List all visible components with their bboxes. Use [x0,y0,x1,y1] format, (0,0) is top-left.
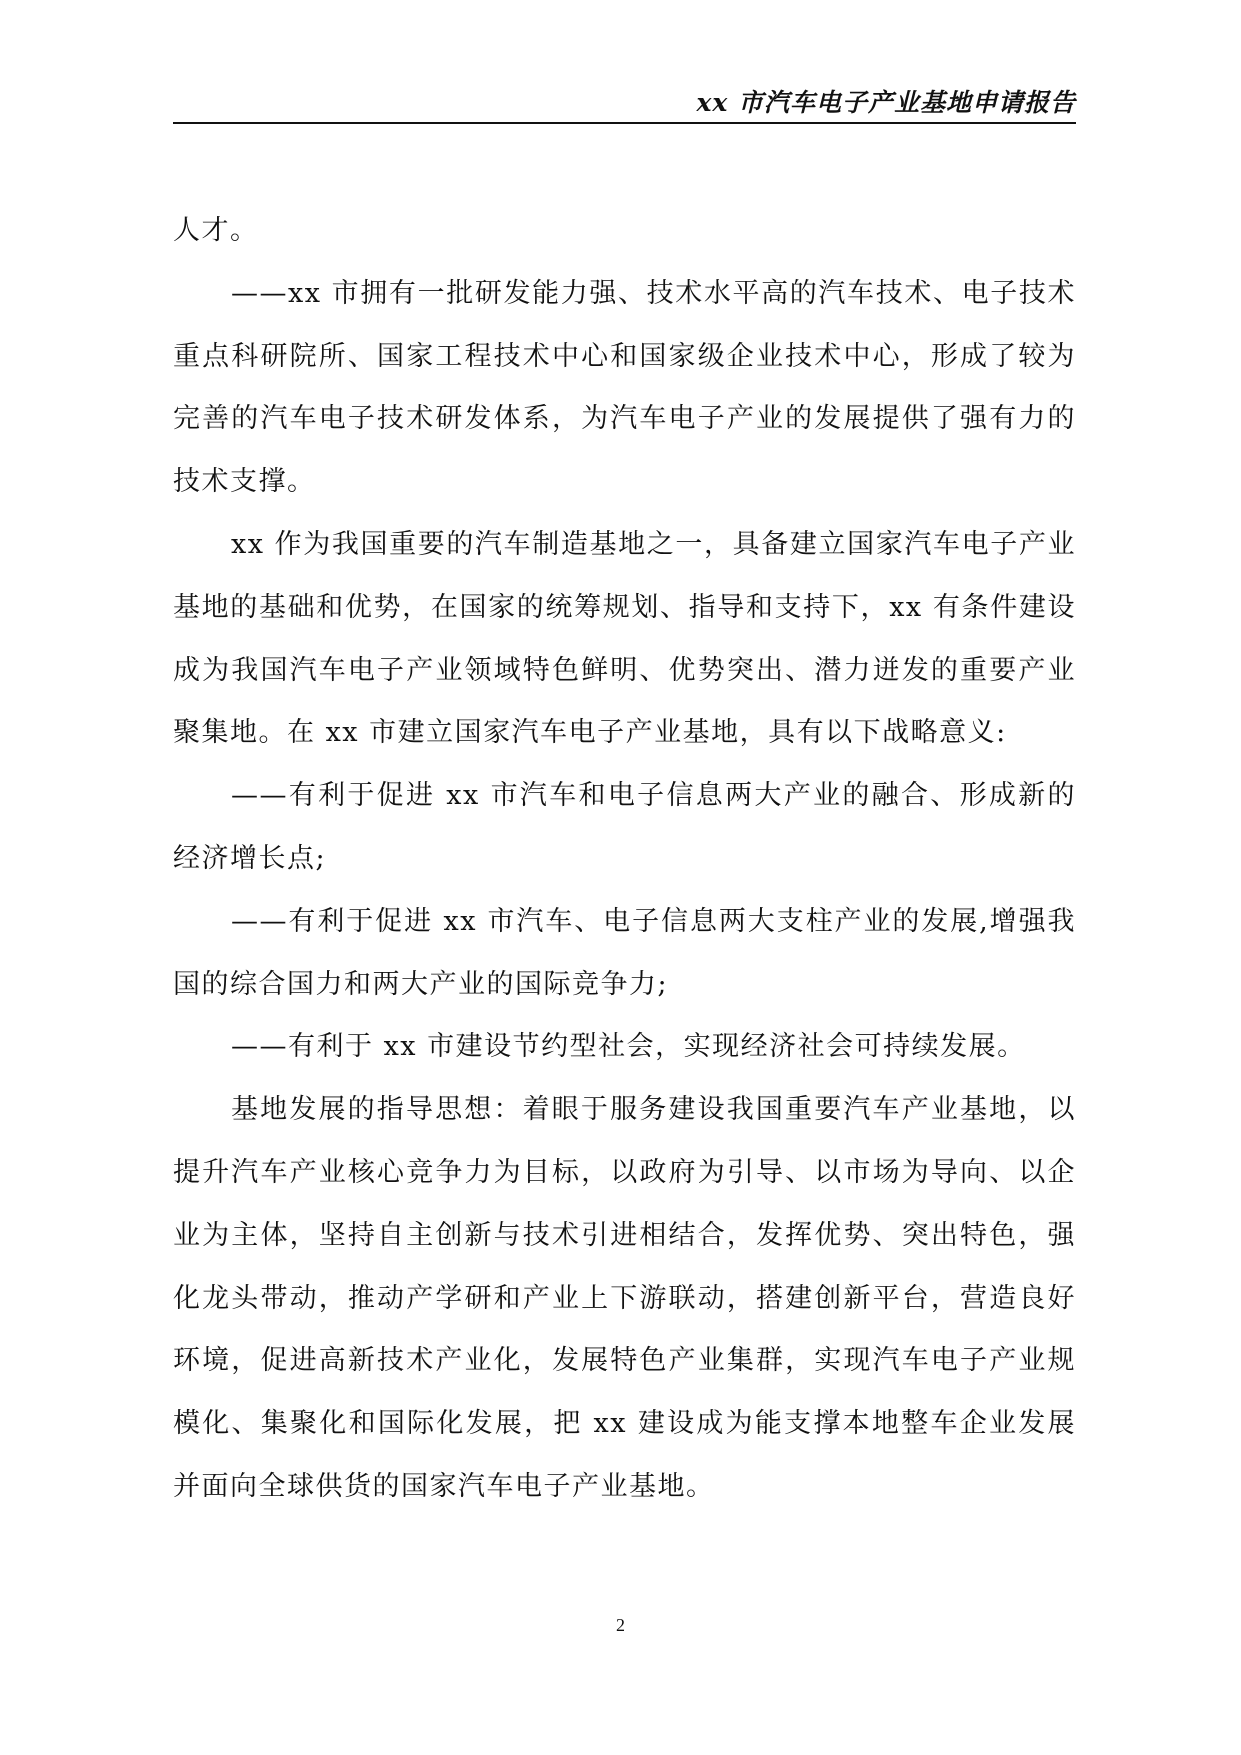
paragraph: xx 作为我国重要的汽车制造基地之一，具备建立国家汽车电子产业基地的基础和优势，在国家的统筹规划、指导和支持下，xx 有条件建设成为我国汽车电子产业领域特色鲜明、优势突出、潜力迸发的重要产业聚集地。在 xx 市建立国家汽车电子产业基地，具有以下战略意义: [173,528,1076,749]
page-number: 2 [616,1615,625,1635]
paragraph: 人才。 [173,215,259,246]
paragraph: ——有利于 xx 市建设节约型社会，实现经济社会可持续发展。 [231,1031,1026,1063]
paragraph: ——xx 市拥有一批研发能力强、技术水平高的汽车技术、电子技术重点科研院所、国家工程技术中心和国家级企业技术中心，形成了较为完善的汽车电子技术研发体系，为汽车电子产业的发展提供了强有力的技术支撑。 [173,277,1076,498]
body-text [173,200,1076,1519]
header-rule [173,122,1076,124]
paragraph: 基地发展的指导思想：着眼于服务建设我国重要汽车产业基地，以提升汽车产业核心竞争力为目标，以政府为引导、以市场为导向、以企业为主体，坚持自主创新与技术引进相结合，发挥优势、突出特色，强化龙头带动，推动产学研和产业上下游联动，搭建创新平台，营造良好环境，促进高新技术产业化，发展特色产业集群，实现汽车电子产业规模化、集聚化和国际化发展，把 xx 建设成为能支撑本地整车企业发展并面向全球供货的国家汽车电子产业基地。 [173,1094,1076,1502]
paragraph: ——有利于促进 xx 市汽车和电子信息两大产业的融合、形成新的经济增长点; [173,780,1076,874]
running-header: xx 市汽车电子产业基地申请报告 [696,88,1076,117]
paragraph: ——有利于促进 xx 市汽车、电子信息两大支柱产业的发展,增强我国的综合国力和两大产业的国际竞争力; [173,905,1076,1000]
